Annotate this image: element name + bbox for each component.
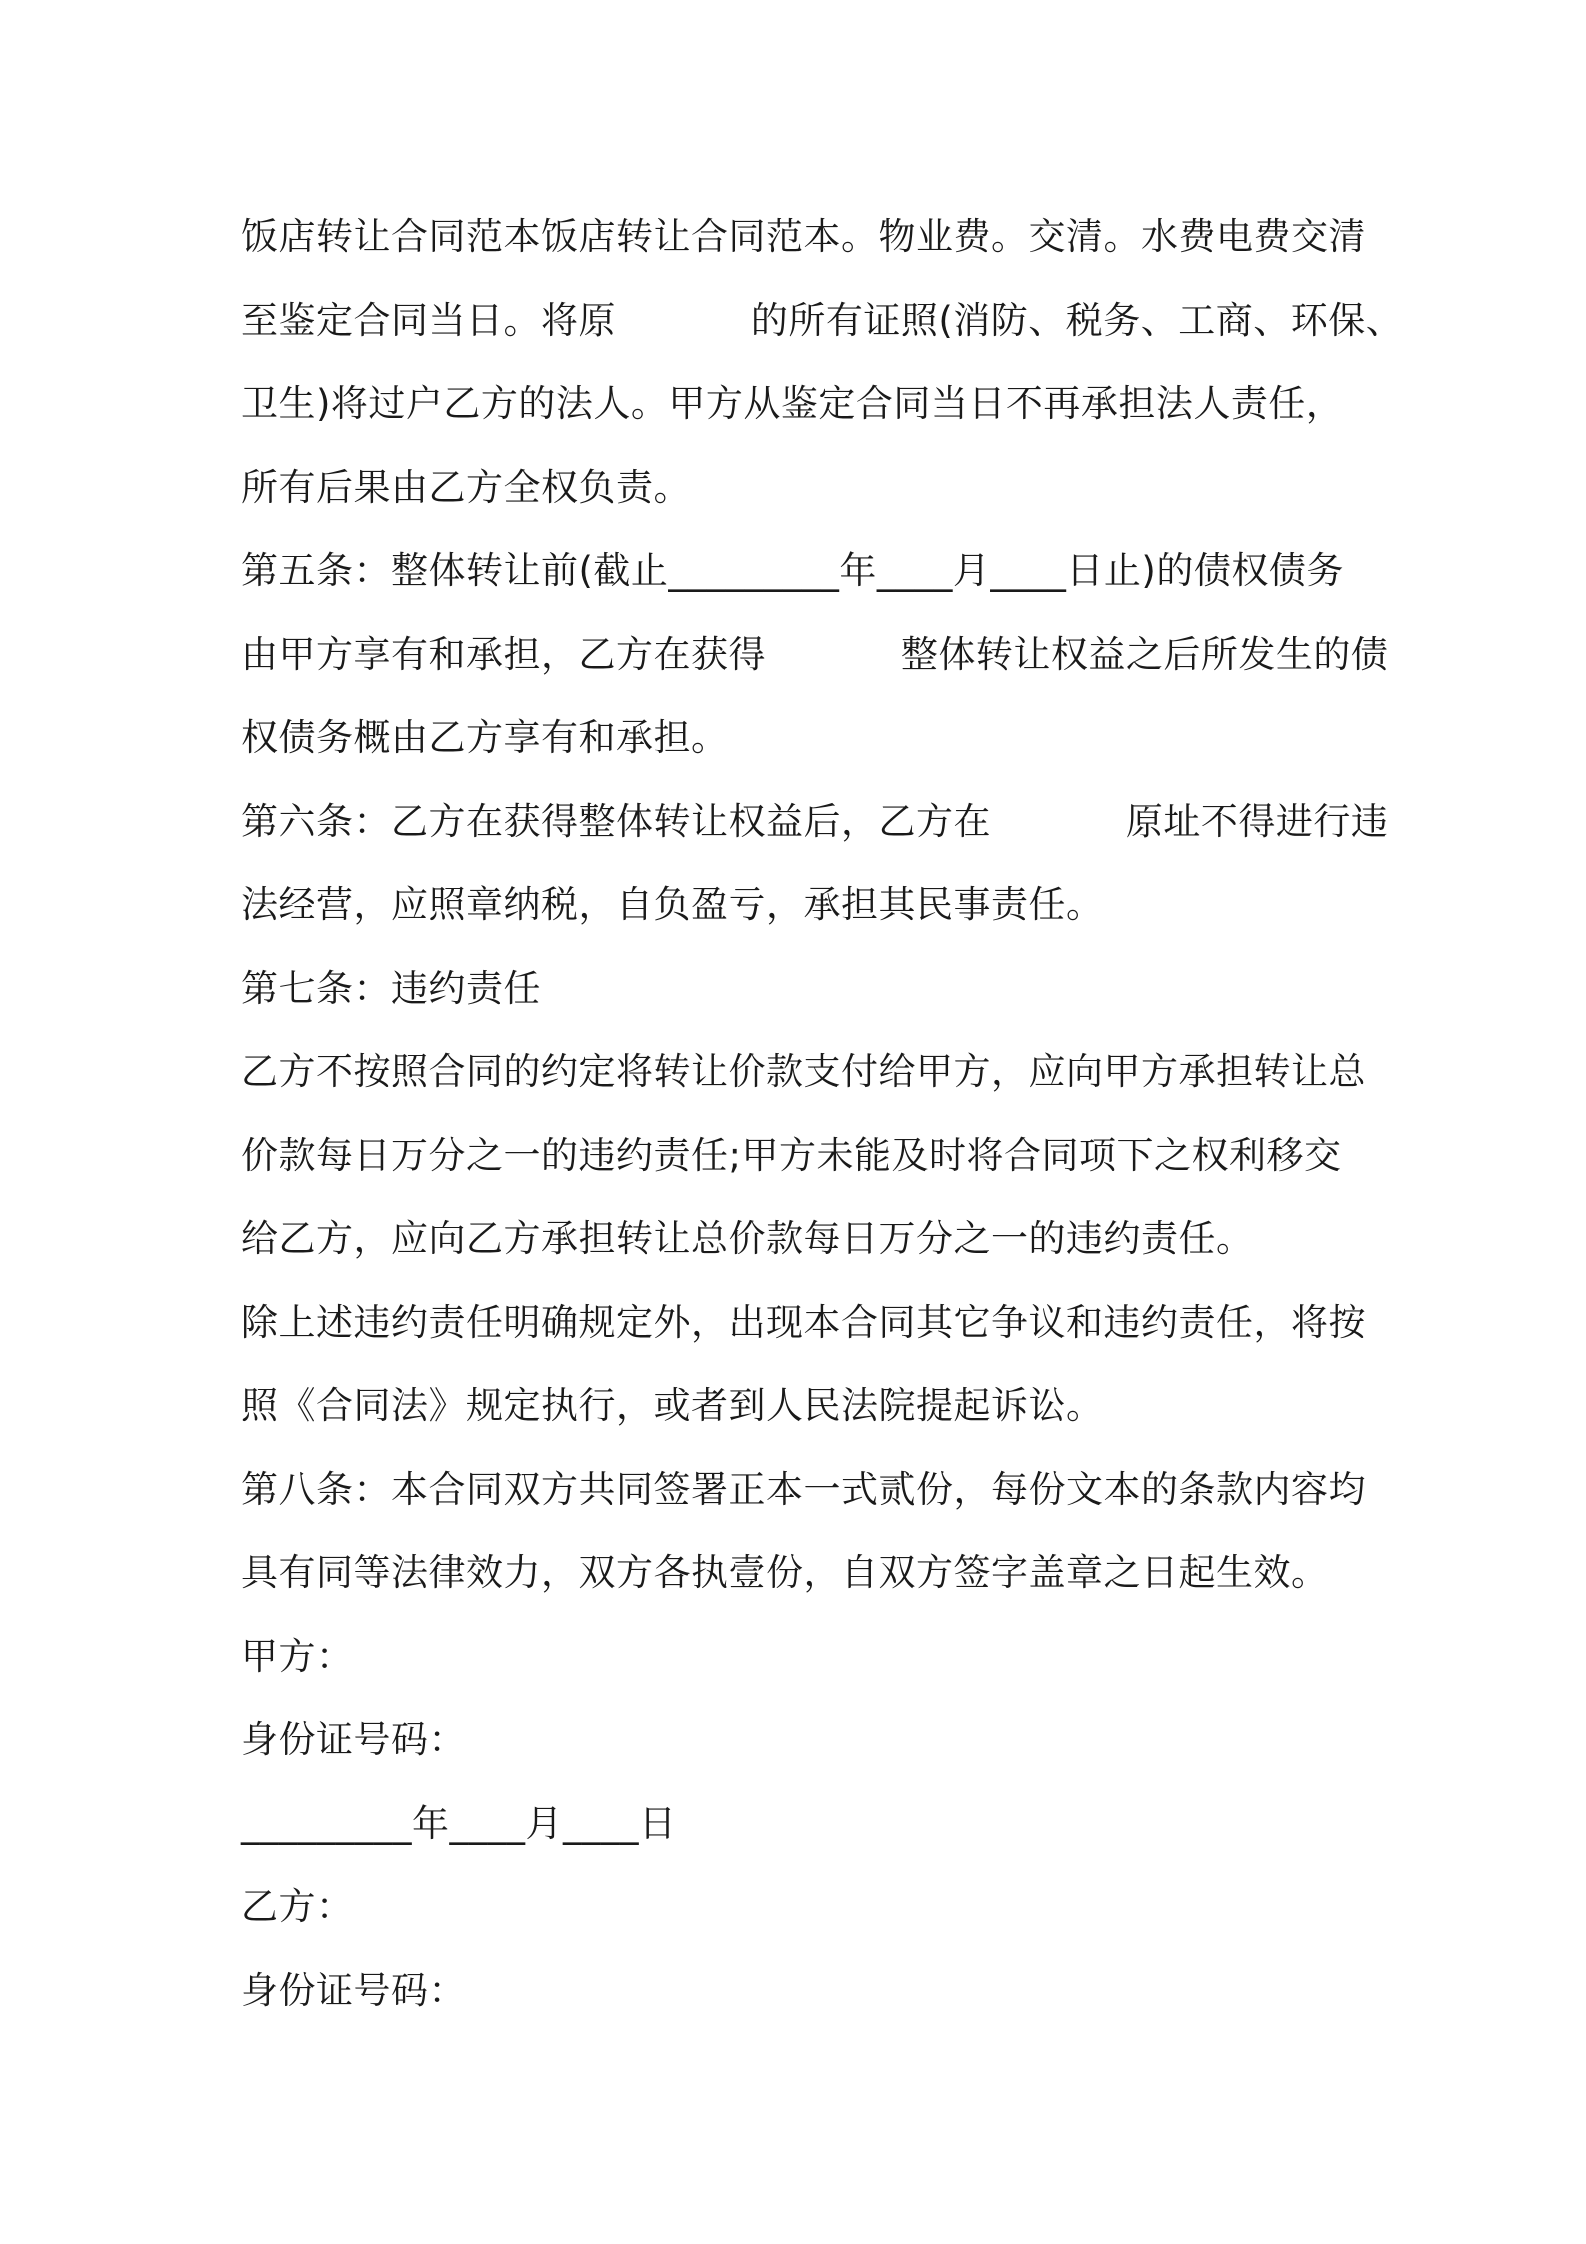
party-a-id-label: 身份证号码： [241,1718,466,1761]
text-line: 照《合同法》规定执行，或者到人民法院提起诉讼。 [241,1384,1104,1427]
text-line: 饭店转让合同范本饭店转让合同范本。物业费。交清。水费电费交清 [241,215,1366,258]
article-7-heading: 第七条：违约责任 [241,966,541,1010]
party-b-id-label: 身份证号码： [241,1968,466,2012]
text-line: 由甲方享有和承担，乙方在获得 整体转让权益之后所发生的债 [241,632,1389,676]
text-line: 价款每日万分之一的违约责任;甲方未能及时将合同项下之权利移交 [241,1133,1342,1177]
text-line: 具有同等法律效力，双方各执壹份，自双方签字盖章之日起生效。 [241,1551,1329,1594]
text-line: 乙方不按照合同的约定将转让价款支付给甲方，应向甲方承担转让总 [241,1050,1366,1093]
text-line: 卫生)将过户乙方的法人。甲方从鉴定合同当日不再承担法人责任， [241,382,1344,425]
text-line: 法经营，应照章纳税，自负盈亏，承担其民事责任。 [241,883,1104,926]
article-8-heading: 第八条：本合同双方共同签署正本一式贰份，每份文本的条款内容均 [241,1467,1366,1511]
text-line: 所有后果由乙方全权负责。 [241,465,691,509]
text-line: 权债务概由乙方享有和承担。 [241,716,729,759]
party-a-label: 甲方： [241,1634,354,1678]
text-line: 至鉴定合同当日。将原 的所有证照(消防、税务、工商、环保、 [241,298,1404,342]
article-5-heading: 第五条：整体转让前(截止_________年____月____日止)的债权债务 [241,549,1344,592]
contract-body [241,195,1404,2032]
signing-date-blank: _________年____月____日 [241,1801,677,1845]
text-line: 除上述违约责任明确规定外，出现本合同其它争议和违约责任，将按 [241,1300,1366,1344]
article-6-heading: 第六条：乙方在获得整体转让权益后，乙方在 原址不得进行违 [241,799,1389,843]
text-line: 给乙方，应向乙方承担转让总价款每日万分之一的违约责任。 [241,1217,1254,1260]
party-b-label: 乙方： [241,1885,354,1928]
